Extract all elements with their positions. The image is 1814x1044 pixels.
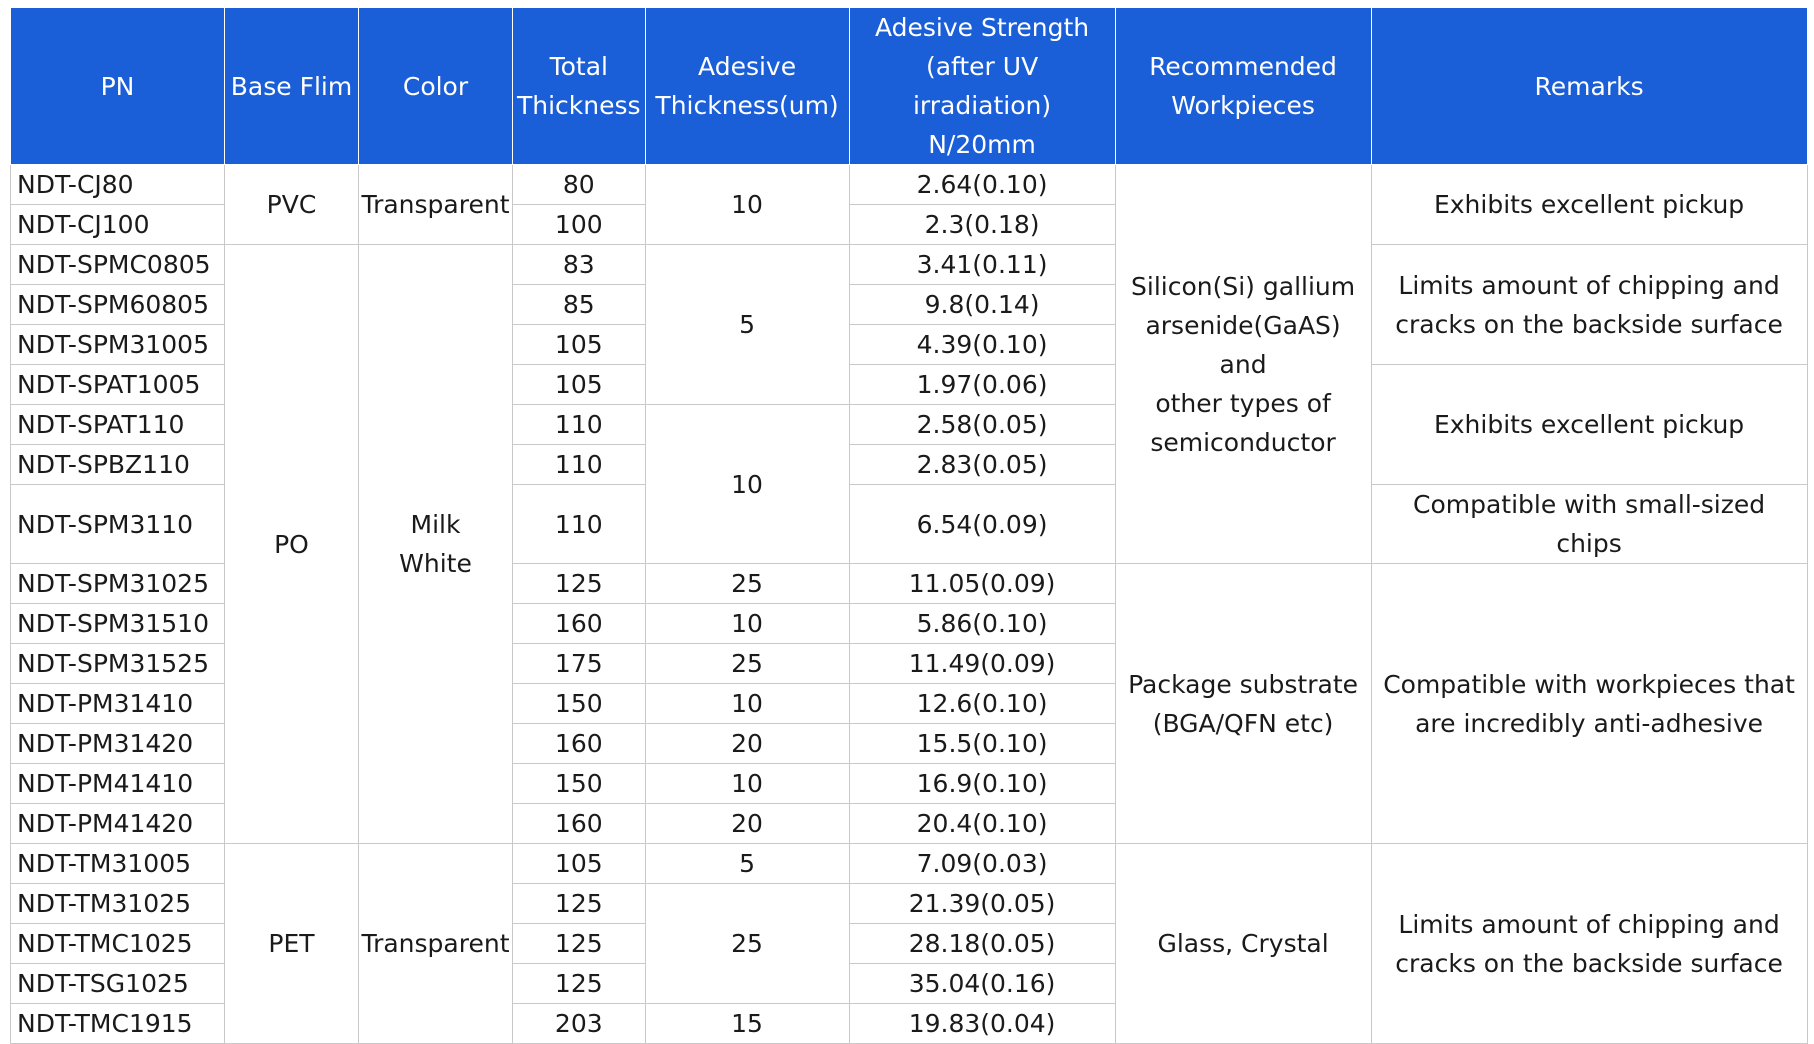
base-film-cell [225,245,359,844]
remarks-cell-line: Exhibits excellent pickup [1433,190,1745,219]
workpieces-cell-line: Glass, Crystal [1157,929,1329,958]
adhesive-thickness-cell [645,724,849,764]
adhesive-strength-cell: 12.6(0.10) [849,684,1115,724]
adhesive-strength-cell: 5.86(0.10) [849,604,1115,644]
adhesive-strength-cell: 2.58(0.05) [849,405,1115,445]
adhesive-strength-cell: 1.97(0.06) [849,365,1115,405]
remarks-cell-line: Limits amount of chipping and [1398,270,1780,300]
workpieces-cell [1115,165,1371,564]
pn-cell: NDT-SPAT1005 [11,365,225,405]
adhesive-thickness-cell-line: 20 [731,809,763,838]
adhesive-strength-cell: 21.39(0.05) [849,884,1115,924]
adhesive-strength-cell: 2.64(0.10) [849,165,1115,205]
adhesive-strength-cell: 16.9(0.10) [849,764,1115,804]
total-thickness-cell: 150 [513,684,646,724]
total-thickness-cell: 125 [513,964,646,1004]
table-row [11,245,1808,285]
pn-cell: NDT-SPM3110 [11,485,225,564]
total-thickness-cell: 85 [513,285,646,325]
adhesive-strength-cell: 11.05(0.09) [849,564,1115,604]
header-line: PN [100,71,135,101]
pn-cell: NDT-SPM60805 [11,285,225,325]
remarks-cell [1371,165,1807,245]
pn-cell: NDT-SPM31025 [11,564,225,604]
total-thickness-cell: 100 [513,205,646,245]
adhesive-thickness-cell [645,245,849,405]
base-film-cell-line: PET [268,929,315,958]
pn-cell: NDT-TMC1025 [11,924,225,964]
total-thickness-cell: 160 [513,724,646,764]
pn-cell: NDT-TSG1025 [11,964,225,1004]
workpieces-cell-line: Package substrate [1128,669,1359,699]
workpieces-cell-line: arsenide(GaAS) and [1145,310,1341,379]
adhesive-thickness-cell-line: 15 [731,1009,763,1038]
pn-cell: NDT-SPM31525 [11,644,225,684]
pn-cell: NDT-TMC1915 [11,1004,225,1044]
adhesive-thickness-cell [645,764,849,804]
adhesive-strength-cell: 9.8(0.14) [849,285,1115,325]
total-thickness-cell: 110 [513,445,646,485]
header-line: Thickness [517,91,641,120]
adhesive-thickness-cell [645,684,849,724]
remarks-cell-line: are incredibly anti-adhesive [1415,708,1763,738]
pn-cell: NDT-PM31420 [11,724,225,764]
pn-cell: NDT-CJ80 [11,165,225,205]
total-thickness-cell: 203 [513,1004,646,1044]
remarks-cell-line: Compatible with small-sized chips [1413,490,1766,558]
adhesive-thickness-cell-line: 5 [739,849,756,878]
remarks-cell-line: Limits amount of chipping and [1398,909,1780,939]
adhesive-thickness-cell-line: 10 [731,469,763,499]
color-cell-line: White [399,549,472,578]
total-thickness-cell: 150 [513,764,646,804]
pn-cell: NDT-PM31410 [11,684,225,724]
adhesive-thickness-cell-line: 25 [731,649,763,678]
adhesive-thickness-cell-line: 10 [731,190,763,219]
table-row [11,844,1808,884]
workpieces-cell-line: semiconductor [1150,427,1336,457]
pn-cell: NDT-CJ100 [11,205,225,245]
pn-cell: NDT-SPAT110 [11,405,225,445]
header-row [11,8,1808,165]
adhesive-thickness-cell [645,844,849,884]
adhesive-thickness-cell [645,604,849,644]
color-cell [359,245,513,844]
total-thickness-cell: 125 [513,884,646,924]
total-thickness-cell: 80 [513,165,646,205]
pn-cell: NDT-PM41410 [11,764,225,804]
adhesive-thickness-cell-line: 25 [731,569,763,598]
color-cell [359,165,513,245]
header-line: Total [549,52,608,81]
adhesive-strength-cell: 35.04(0.16) [849,964,1115,1004]
spec-sheet [10,7,1808,1044]
header-line: Adesive Strength [874,13,1090,42]
total-thickness-cell: 105 [513,365,646,405]
adhesive-thickness-cell [645,405,849,564]
base-film-cell-line: PO [274,529,309,559]
workpieces-cell [1115,564,1371,844]
header-adhesive-thickness [645,8,849,165]
adhesive-thickness-cell [645,1004,849,1044]
header-base-film [225,8,359,165]
total-thickness-cell: 125 [513,924,646,964]
header-remarks [1371,8,1807,165]
base-film-cell [225,165,359,245]
adhesive-strength-cell: 2.83(0.05) [849,445,1115,485]
total-thickness-cell: 160 [513,804,646,844]
remarks-cell-line: cracks on the backside surface [1395,948,1783,978]
base-film-cell-line: PVC [266,190,317,219]
adhesive-strength-cell: 28.18(0.05) [849,924,1115,964]
header-line: Recommended [1149,52,1337,81]
adhesive-strength-cell: 11.49(0.09) [849,644,1115,684]
workpieces-cell-line: (BGA/QFN etc) [1152,708,1334,738]
adhesive-thickness-cell [645,644,849,684]
adhesive-thickness-cell-line: 20 [731,729,763,758]
total-thickness-cell: 105 [513,844,646,884]
total-thickness-cell: 160 [513,604,646,644]
total-thickness-cell: 105 [513,325,646,365]
adhesive-strength-cell: 2.3(0.18) [849,205,1115,245]
color-cell-line: Transparent [361,929,510,958]
pn-cell: NDT-TM31005 [11,844,225,884]
header-line: N/20mm [928,130,1036,159]
header-line: Color [402,71,469,101]
header-line: Workpieces [1171,91,1315,120]
remarks-cell [1371,485,1807,564]
header-line: (after UV irradiation) [912,52,1052,120]
adhesive-strength-cell: 19.83(0.04) [849,1004,1115,1044]
pn-cell: NDT-SPBZ110 [11,445,225,485]
workpieces-cell-line: Silicon(Si) gallium [1131,271,1356,301]
remarks-cell-line: cracks on the backside surface [1395,309,1783,339]
color-cell-line: Milk [410,510,461,539]
header-line: Base Flim [230,71,353,101]
total-thickness-cell: 175 [513,644,646,684]
total-thickness-cell: 83 [513,245,646,285]
adhesive-strength-cell: 3.41(0.11) [849,245,1115,285]
product-spec-table [10,7,1808,1044]
color-cell-line: Transparent [361,190,510,219]
remarks-cell-line: Compatible with workpieces that [1383,669,1795,699]
header-line: Remarks [1534,71,1644,101]
adhesive-thickness-cell-line: 25 [731,929,763,958]
header-total-thickness [513,8,646,165]
adhesive-thickness-cell-line: 10 [731,769,763,798]
adhesive-strength-cell: 6.54(0.09) [849,485,1115,564]
remarks-cell-line: Exhibits excellent pickup [1433,410,1745,439]
remarks-cell [1371,365,1807,485]
table-body [11,165,1808,1044]
remarks-cell [1371,564,1807,844]
adhesive-strength-cell: 4.39(0.10) [849,325,1115,365]
total-thickness-cell: 110 [513,485,646,564]
remarks-cell [1371,245,1807,365]
adhesive-thickness-cell [645,165,849,245]
workpieces-cell-line: other types of [1155,388,1331,418]
pn-cell: NDT-SPM31510 [11,604,225,644]
pn-cell: NDT-SPMC0805 [11,245,225,285]
header-line: Thickness(um) [655,91,839,120]
adhesive-thickness-cell-line: 10 [731,689,763,718]
table-row [11,165,1808,205]
pn-cell: NDT-SPM31005 [11,325,225,365]
adhesive-thickness-cell [645,564,849,604]
adhesive-thickness-cell-line: 5 [739,310,756,339]
adhesive-strength-cell: 15.5(0.10) [849,724,1115,764]
pn-cell: NDT-PM41420 [11,804,225,844]
total-thickness-cell: 110 [513,405,646,445]
adhesive-thickness-cell-line: 10 [731,609,763,638]
header-recommended-workpieces [1115,8,1371,165]
adhesive-strength-cell: 20.4(0.10) [849,804,1115,844]
pn-cell: NDT-TM31025 [11,884,225,924]
header-pn [11,8,225,165]
adhesive-thickness-cell [645,804,849,844]
adhesive-strength-cell: 7.09(0.03) [849,844,1115,884]
header-adhesive-strength [849,8,1115,165]
total-thickness-cell: 125 [513,564,646,604]
header-line: Adesive [698,52,797,81]
header-color [359,8,513,165]
